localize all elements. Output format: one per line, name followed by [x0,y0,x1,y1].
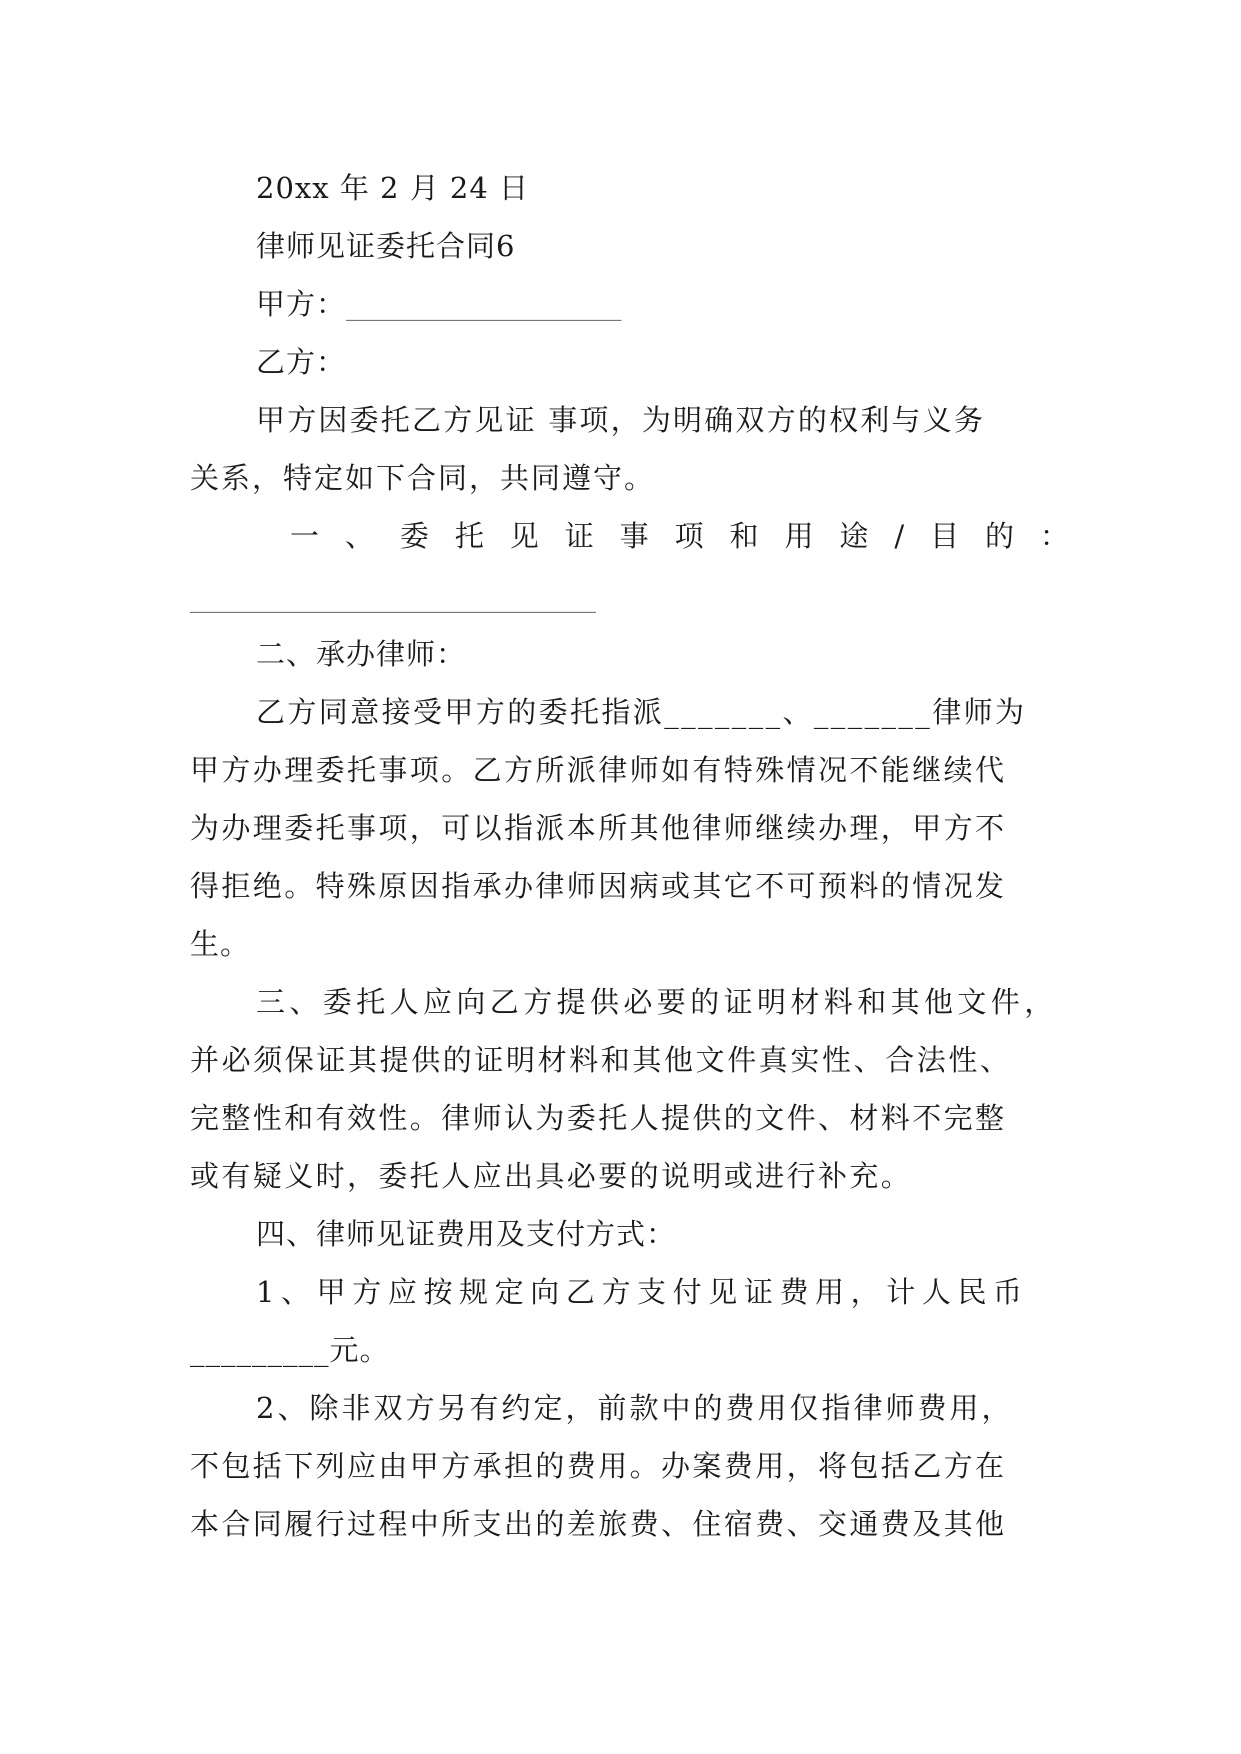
s1-char: 途 [839,519,870,553]
section-1-heading [290,516,1070,556]
date-line: 20xx 年 2 月 24 日 [256,171,530,205]
section-4-item-1-line-2: _________元。 [190,1333,390,1367]
s1-char: 证 [564,519,595,553]
s1-char: 目 [930,519,961,553]
s1-char: 和 [729,519,760,553]
party-a-label: 甲方： [256,287,347,321]
intro-line-2: 关系，特定如下合同，共同遵守。 [190,461,656,495]
contract-title: 律师见证委托合同6 [256,229,516,263]
section-4-item-1-line-1: 1、甲方应按规定向乙方支付见证费用，计人民币 [256,1275,1029,1309]
section-3-line-3: 完整性和有效性。律师认为委托人提供的文件、材料不完整 [190,1101,1007,1135]
section-2-line-4: 得拒绝。特殊原因指承办律师因病或其它不可预料的情况发 [190,869,1007,903]
section-4-item-2-line-2: 不包括下列应由甲方承担的费用。办案费用，将包括乙方在 [190,1449,1007,1483]
s1-char: / [894,519,906,553]
section-3-line-2: 并必须保证其提供的证明材料和其他文件真实性、合法性、 [190,1043,1012,1077]
s1-char: 用 [784,519,815,553]
s1-char: 见 [509,519,540,553]
section-4-item-2-line-3: 本合同履行过程中所支出的差旅费、住宿费、交通费及其他 [190,1507,1007,1541]
s1-char: ： [1039,519,1070,553]
party-a-line [256,284,1126,324]
section-2-line-1: 乙方同意接受甲方的委托指派_______、_______律师为 [256,695,1027,729]
section-2-line-2: 甲方办理委托事项。乙方所派律师如有特殊情况不能继续代 [190,753,1007,787]
section-4-item-2-line-1: 2、除非双方另有约定，前款中的费用仅指律师费用， [256,1391,1014,1425]
s1-char: 的 [984,519,1015,553]
intro-line-1: 甲方因委托乙方见证 事项，为明确双方的权利与义务 [256,403,986,437]
section-3-line-1: 三、委托人应向乙方提供必要的证明材料和其他文件， [256,985,1058,1019]
s1-char: 项 [674,519,705,553]
s1-char: 事 [619,519,650,553]
section-2-line-3: 为办理委托事项，可以指派本所其他律师继续办理，甲方不 [190,811,1007,845]
section-2-heading: 二、承办律师： [256,637,467,671]
s1-char: 托 [454,519,485,553]
section-4-heading: 四、律师见证费用及支付方式： [256,1217,677,1251]
section-1-blank: ____________________________ [190,579,596,613]
party-a-blank: ___________________ [346,287,622,321]
section-2-line-5: 生。 [190,927,251,961]
s1-char: 、 [344,519,375,553]
party-b-line: 乙方： [256,345,347,379]
s1-char: 委 [399,519,430,553]
s1-char: 一 [290,519,321,553]
section-3-line-4: 或有疑义时，委托人应出具必要的说明或进行补充。 [190,1159,913,1193]
